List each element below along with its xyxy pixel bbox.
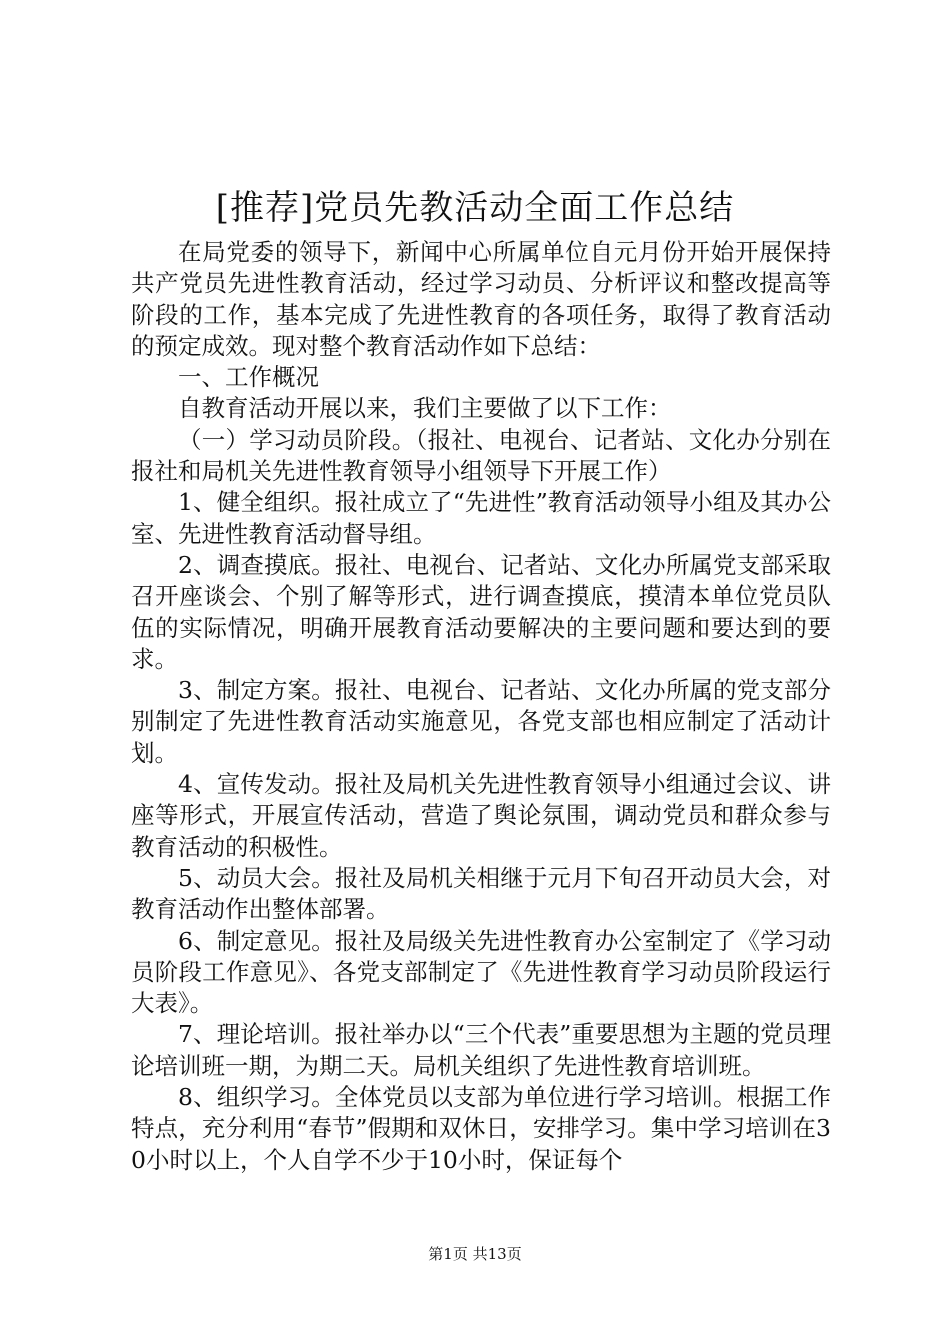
paragraph-item-6: 6、制定意见。报社及局级关先进性教育办公室制定了《学习动员阶段工作意见》、各党支部制定了《先进性教育学习动员阶段运行大表》。	[131, 926, 831, 1018]
paragraph-summary-lead: 自教育活动开展以来，我们主要做了以下工作：	[178, 394, 672, 423]
document-title: [推荐]党员先教活动全面工作总结	[215, 188, 735, 228]
paragraph-item-8: 8、组织学习。全体党员以支部为单位进行学习培训。根据工作特点，充分利用“春节”假期和双休日，安排学习。集中学习培训在30小时以上，个人自学不少于10小时，保证每个	[131, 1083, 831, 1174]
paragraph-intro: 在局党委的领导下，新闻中心所属单位自元月份开始开展保持共产党员先进性教育活动，经过学习动员、分析评议和整改提高等阶段的工作，基本完成了先进性教育的各项任务，取得了教育活动的预定成效。现对整个教育活动作如下总结：	[131, 238, 831, 360]
section-heading-overview: 一、工作概况	[178, 363, 319, 392]
paragraph-item-5: 5、动员大会。报社及局机关相继于元月下旬召开动员大会，对教育活动作出整体部署。	[131, 863, 831, 924]
document-body	[131, 237, 831, 1176]
paragraph-item-2: 2、调查摸底。报社、电视台、记者站、文化办所属党支部采取召开座谈会、个别了解等形式，进行调查摸底，摸清本单位党员队伍的实际情况，明确开展教育活动要解决的主要问题和要达到的要求。	[131, 550, 831, 673]
paragraph-item-7: 7、理论培训。报社举办以“三个代表”重要思想为主题的党员理论培训班一期，为期二天。局机关组织了先进性教育培训班。	[131, 1020, 831, 1080]
page-number-footer: 第1页 共13页	[428, 1245, 522, 1263]
paragraph-item-1: 1、健全组织。报社成立了“先进性”教育活动领导小组及其办公室、先进性教育活动督导组。	[131, 488, 831, 548]
subsection-heading-study-mobilization: （一）学习动员阶段。（报社、电视台、记者站、文化办分别在报社和局机关先进性教育领导小组领导下开展工作）	[131, 425, 831, 486]
paragraph-item-4: 4、宣传发动。报社及局机关先进性教育领导小组通过会议、讲座等形式，开展宣传活动，营造了舆论氛围，调动党员和群众参与教育活动的积极性。	[131, 770, 831, 861]
paragraph-item-3: 3、制定方案。报社、电视台、记者站、文化办所属的党支部分别制定了先进性教育活动实施意见，各党支部也相应制定了活动计划。	[131, 676, 831, 767]
